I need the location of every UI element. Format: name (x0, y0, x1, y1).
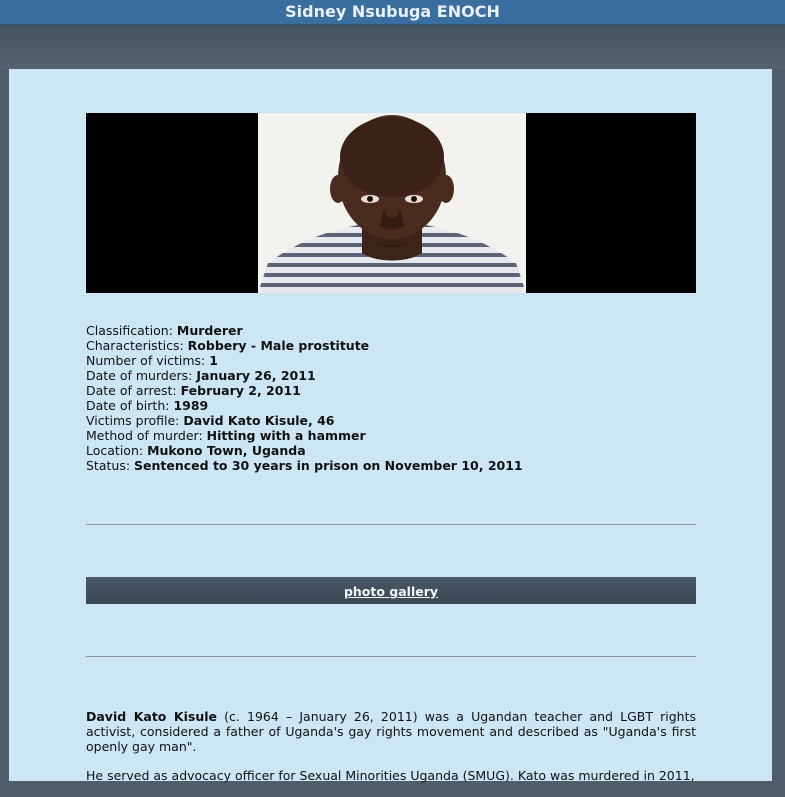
divider (86, 524, 696, 525)
fact-date-of-murders: Date of murders: January 26, 2011 (86, 368, 316, 383)
bio-paragraph: David Kato Kisule (c. 1964 – January 26, 2011) was a Ugandan teacher and LGBT rights activist, considered a father of Uganda's gay rights movement and described as "Uganda's first openly gay man". (86, 709, 696, 754)
fact-victims-profile: Victims profile: David Kato Kisule, 46 (86, 413, 335, 428)
portrait-illustration (258, 113, 526, 293)
page-title: Sidney Nsubuga ENOCH (0, 0, 785, 25)
biography (86, 709, 696, 797)
case-facts (86, 323, 696, 473)
mugshot-photo (86, 113, 696, 293)
fact-classification: Classification: Murderer (86, 323, 243, 338)
portrait-image (258, 113, 526, 293)
header-band (0, 25, 785, 69)
fact-date-of-birth: Date of birth: 1989 (86, 398, 209, 413)
fact-location: Location: Mukono Town, Uganda (86, 443, 306, 458)
divider (86, 656, 696, 657)
photo-gallery-bar (86, 577, 696, 604)
photo-gallery-link[interactable]: photo gallery (343, 584, 439, 599)
fact-status: Status: Sentenced to 30 years in prison on November 10, 2011 (86, 458, 523, 473)
fact-method-of-murder: Method of murder: Hitting with a hammer (86, 428, 366, 443)
fact-date-of-arrest: Date of arrest: February 2, 2011 (86, 383, 301, 398)
fact-characteristics: Characteristics: Robbery - Male prostitute (86, 338, 370, 353)
fact-number-of-victims: Number of victims: 1 (86, 353, 218, 368)
bio-paragraph: He served as advocacy officer for Sexual Minorities Uganda (SMUG). Kato was murdered in 2011, (86, 768, 695, 783)
